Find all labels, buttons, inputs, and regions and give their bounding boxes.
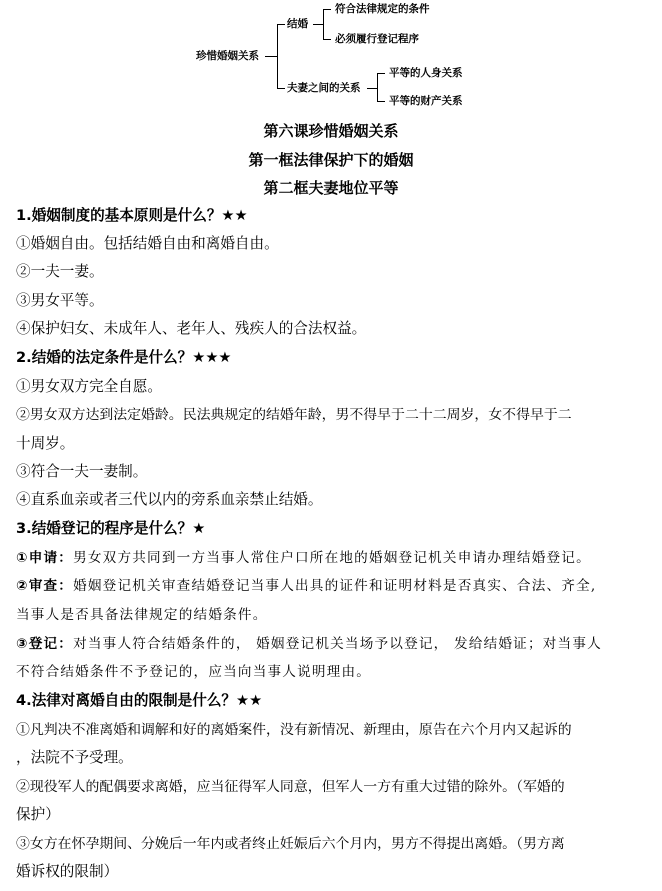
frame1-title: 第一框法律保护下的婚姻 [248, 151, 414, 169]
answer-line: ④直系血亲或者三代以内的旁系血亲禁止结婚。 [16, 491, 323, 508]
answer-line: ④保护妇女、未成年人、老年人、残疾人的合法权益。 [16, 320, 367, 337]
question-heading: 2.结婚的法定条件是什么？★★★ [16, 349, 232, 366]
answer-line: ②男女双方达到法定婚龄。民法典规定的结婚年龄，男不得早于二十二周岁，女不得早于二 [16, 407, 572, 423]
answer-line: 婚诉权的限制） [16, 863, 119, 880]
answer-line: ①男女双方完全自愿。 [16, 378, 162, 395]
answer-line: 不符合结婚条件不予登记的，应当向当事人说明理由。 [16, 664, 372, 680]
procedure-step-register [16, 634, 656, 654]
mindmap-connector [377, 101, 385, 102]
mindmap-branch-marriage: 结婚 [287, 18, 308, 30]
mindmap-connector [265, 56, 277, 57]
mindmap-leaf-property-relation: 平等的财产关系 [389, 95, 463, 107]
mindmap-connector [323, 9, 324, 39]
question-heading: 1.婚姻制度的基本原则是什么？★★ [16, 207, 248, 224]
question-heading: 3.结婚登记的程序是什么？★ [16, 520, 206, 537]
answer-line: 保护） [16, 806, 60, 823]
mindmap-connector [277, 24, 278, 88]
mindmap-leaf-legal-conditions: 符合法律规定的条件 [335, 3, 430, 15]
step-text: 男女双方共同到一方当事人常住户口所在地的婚姻登记机关申请办理结婚登记。 [73, 550, 591, 566]
step-text: 婚姻登记机关审查结婚登记当事人出具的证件和证明材料是否真实、合法、齐全, [73, 578, 597, 594]
answer-line: ①婚姻自由。包括结婚自由和离婚自由。 [16, 235, 279, 252]
mindmap-connector [323, 39, 331, 40]
procedure-step-review [16, 576, 656, 596]
mindmap-root: 珍惜婚姻关系 [196, 50, 259, 62]
answer-line: ③女方在怀孕期间、分娩后一年内或者终止妊娠后六个月内，男方不得提出离婚。（男方离 [16, 836, 565, 852]
answer-line: ②现役军人的配偶要求离婚，应当征得军人同意，但军人一方有重大过错的除外。（军婚的 [16, 779, 565, 795]
lesson-title: 第六课珍惜婚姻关系 [263, 122, 399, 140]
mindmap-connector [377, 73, 385, 74]
answer-line: 当事人是否具备法律规定的结婚条件。 [16, 607, 268, 623]
procedure-step-apply [16, 548, 656, 568]
mindmap-connector [323, 9, 331, 10]
answer-line: ③符合一夫一妻制。 [16, 463, 148, 480]
answer-line: 十周岁。 [16, 435, 75, 452]
step-text: 对当事人符合结婚条件的， 婚姻登记机关当场予以登记， 发给结婚证；对当事人 [73, 636, 602, 652]
mindmap-connector [277, 88, 285, 89]
question-heading: 4.法律对离婚自由的限制是什么？★★ [16, 692, 263, 709]
mindmap-connector [377, 73, 378, 101]
mind-map [0, 0, 662, 115]
answer-line: ③男女平等。 [16, 292, 104, 309]
mindmap-connector [313, 24, 323, 25]
step-label: ①申请： [16, 550, 74, 566]
mindmap-branch-spouses: 夫妻之间的关系 [287, 82, 361, 94]
step-label: ②审查： [16, 578, 74, 594]
mindmap-leaf-registration: 必须履行登记程序 [335, 33, 419, 45]
frame2-title: 第二框夫妻地位平等 [263, 179, 399, 197]
answer-line: ①凡判决不准离婚和调解和好的离婚案件，没有新情况、新理由，原告在六个月内又起诉的 [16, 722, 572, 738]
mindmap-connector [277, 24, 285, 25]
mindmap-connector [367, 88, 377, 89]
step-label: ③登记： [16, 636, 74, 652]
answer-line: ②一夫一妻。 [16, 263, 104, 280]
answer-line: ，法院不予受理。 [16, 749, 133, 766]
mindmap-leaf-personal-relation: 平等的人身关系 [389, 67, 463, 79]
